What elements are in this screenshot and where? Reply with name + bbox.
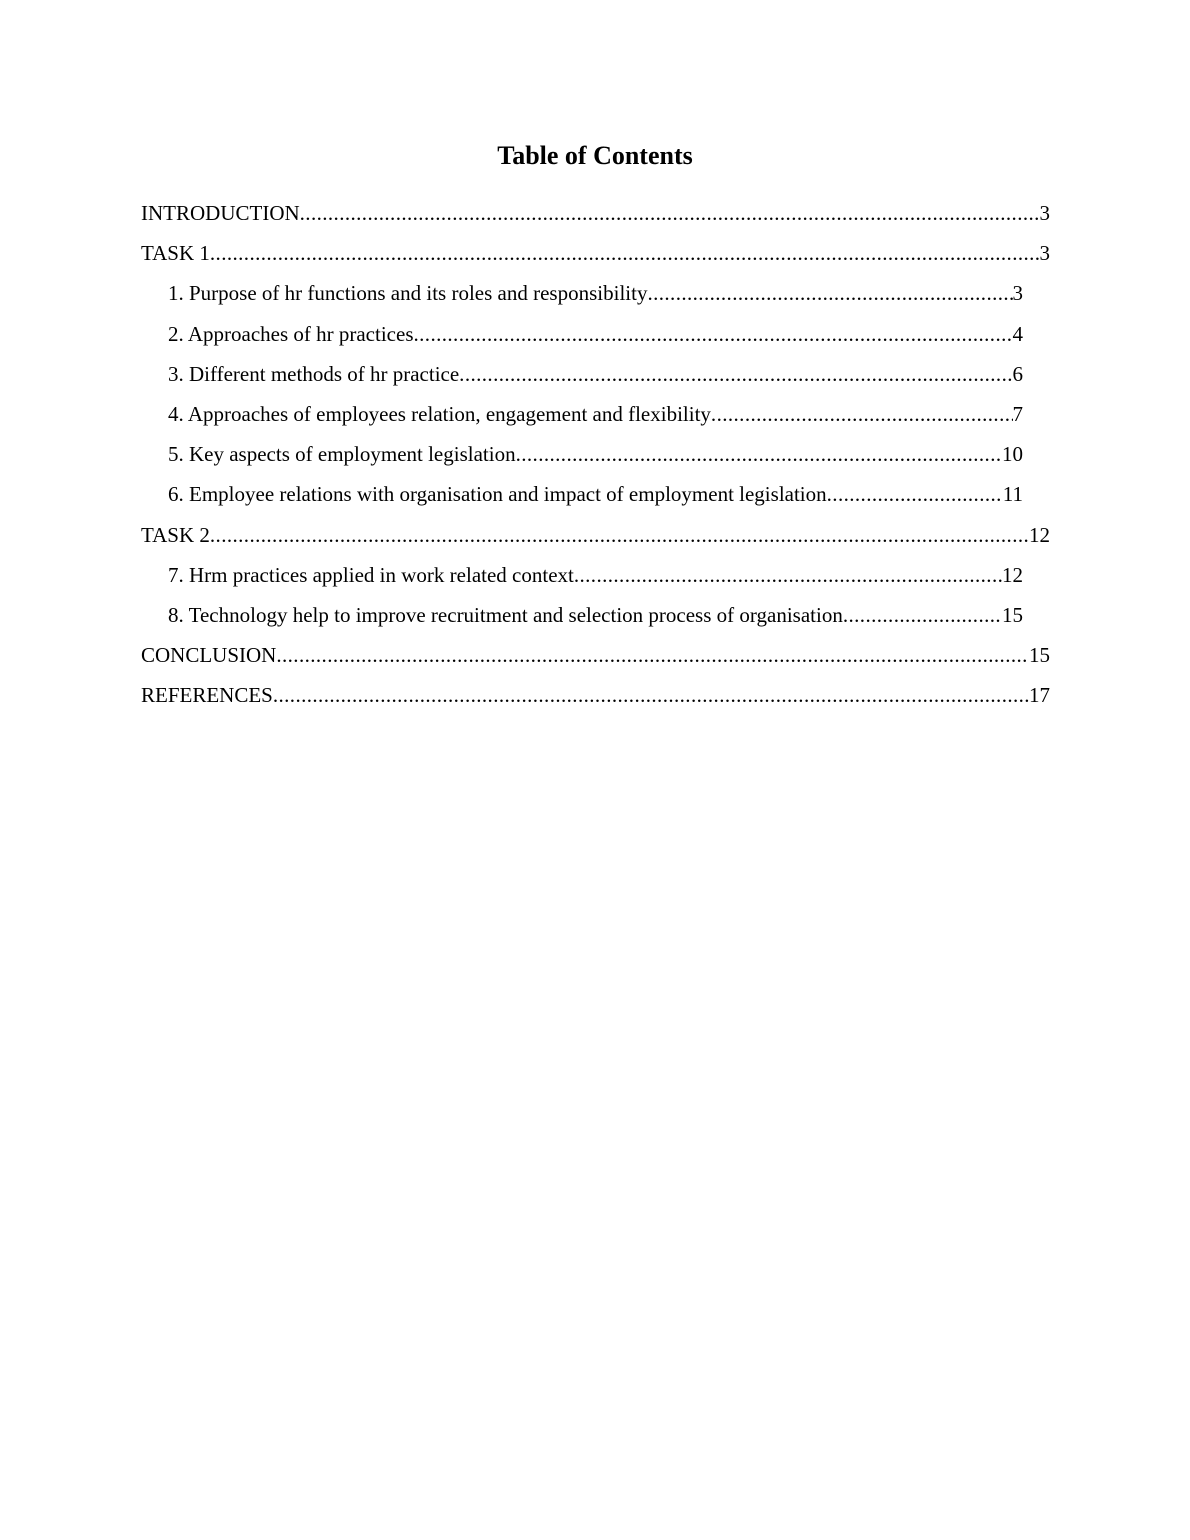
toc-page-number: 17 — [1029, 683, 1050, 708]
toc-entry-section-8[interactable] — [0, 599, 1190, 639]
toc-page-number: 3 — [1012, 281, 1023, 306]
toc-entry-section-7[interactable] — [0, 559, 1190, 599]
dot-leader — [210, 237, 1040, 269]
toc-entry-section-6[interactable] — [0, 478, 1190, 518]
dot-leader — [827, 478, 1003, 510]
toc-entry-label: REFERENCES — [141, 683, 273, 708]
dot-leader — [273, 679, 1029, 711]
toc-entry-section-2[interactable] — [0, 318, 1190, 358]
toc-entry-label: 6. Employee relations with organisation and impact of employment legislation — [168, 482, 827, 507]
toc-entry-label: INTRODUCTION — [141, 201, 300, 225]
dot-leader — [574, 559, 1002, 591]
toc-entry-section-1[interactable] — [0, 277, 1190, 317]
toc-entry-label: TASK 1 — [141, 241, 210, 266]
toc-entry-task-1[interactable] — [0, 237, 1190, 277]
toc-page-number: 4 — [1012, 321, 1023, 346]
toc-entry-references[interactable] — [0, 679, 1190, 719]
toc-title: Table of Contents — [497, 141, 693, 170]
dot-leader — [516, 438, 1002, 470]
toc-entry-label: CONCLUSION — [141, 643, 277, 668]
dot-leader — [276, 639, 1029, 671]
dot-leader — [843, 599, 1002, 631]
toc-entry-conclusion[interactable] — [0, 639, 1190, 679]
dot-leader — [459, 358, 1012, 390]
toc-entry-label: 3. Different methods of hr practice — [168, 361, 460, 386]
toc-page-number: 11 — [1002, 482, 1023, 507]
toc-page-number: 3 — [1039, 241, 1050, 266]
toc-entry-introduction[interactable] — [0, 197, 1190, 237]
toc-page-number: 12 — [1002, 562, 1023, 587]
toc-page-number: 15 — [1002, 602, 1023, 627]
toc-page-number: 15 — [1029, 643, 1050, 668]
table-of-contents — [0, 197, 1190, 719]
dot-leader — [210, 519, 1029, 551]
toc-entry-label: 1. Purpose of hr functions and its roles and responsibility — [168, 281, 648, 306]
dot-leader — [647, 277, 1012, 309]
toc-entry-section-5[interactable] — [0, 438, 1190, 478]
toc-page-number: 12 — [1029, 522, 1050, 547]
toc-entry-label: 7. Hrm practices applied in work related context — [168, 562, 574, 587]
toc-entry-label: 5. Key aspects of employment legislation — [168, 442, 516, 467]
toc-page-number: 10 — [1002, 442, 1023, 467]
toc-entry-label: TASK 2 — [141, 522, 210, 547]
toc-entry-label: 8. Technology help to improve recruitment and selection process of organisation — [168, 602, 843, 627]
toc-entry-label: 2. Approaches of hr practices — [168, 321, 414, 346]
dot-leader — [300, 197, 1040, 229]
dot-leader — [711, 398, 1013, 430]
toc-entry-label: 4. Approaches of employees relation, engagement and flexibility — [168, 401, 711, 426]
toc-entry-task-2[interactable] — [0, 519, 1190, 559]
toc-entry-section-4[interactable] — [0, 398, 1190, 438]
toc-page-number: 6 — [1012, 361, 1023, 386]
toc-page-number: 3 — [1039, 201, 1050, 225]
toc-entry-section-3[interactable] — [0, 358, 1190, 398]
dot-leader — [414, 318, 1013, 350]
toc-page-number: 7 — [1012, 401, 1023, 426]
